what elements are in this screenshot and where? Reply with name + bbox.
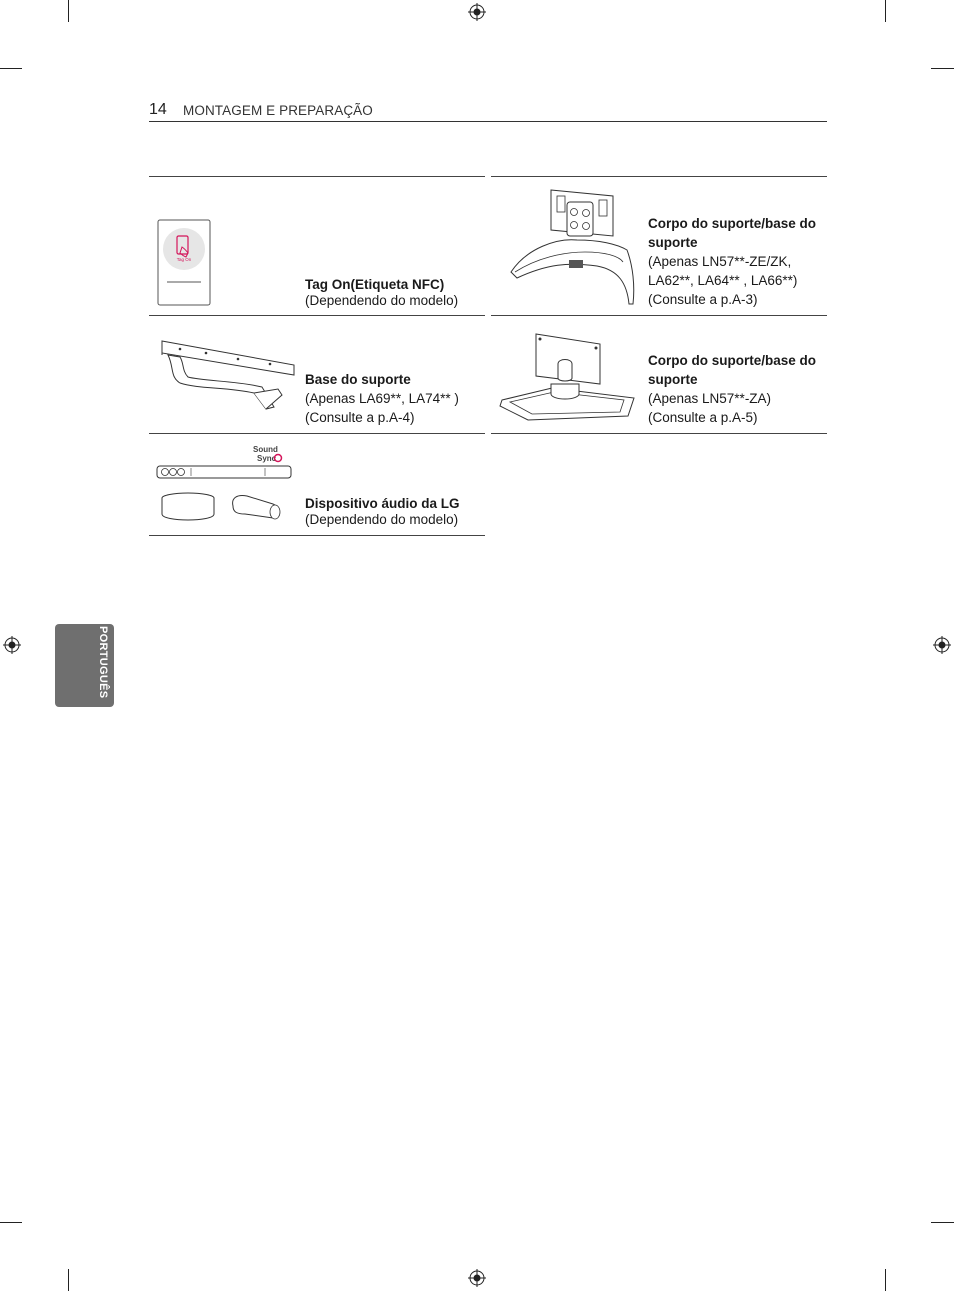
item-caption bbox=[305, 494, 460, 529]
row-divider bbox=[491, 433, 827, 434]
stand-base-illustration bbox=[158, 337, 298, 413]
sound-sync-logo-line1: Sound bbox=[253, 445, 278, 454]
item-caption bbox=[305, 275, 458, 310]
stand-body-illustration bbox=[507, 186, 639, 308]
item-title: Corpo do suporte/base do suporte bbox=[648, 353, 817, 387]
header-rule bbox=[149, 121, 827, 122]
crop-mark bbox=[885, 0, 886, 22]
registration-mark-icon bbox=[3, 636, 21, 654]
row-divider bbox=[149, 433, 485, 434]
crop-mark bbox=[931, 1222, 954, 1223]
item-caption bbox=[305, 370, 459, 427]
sound-sync-logo-line2: Sync bbox=[257, 454, 277, 463]
row-divider bbox=[491, 315, 827, 316]
crop-mark bbox=[68, 0, 69, 22]
item-line: (Apenas LN57**-ZE/ZK, bbox=[648, 254, 792, 269]
item-line: (Dependendo do modelo) bbox=[305, 512, 459, 527]
crop-mark bbox=[68, 1269, 69, 1291]
item-line: (Dependendo do modelo) bbox=[305, 293, 459, 308]
registration-mark-icon bbox=[933, 636, 951, 654]
item-caption bbox=[648, 351, 823, 427]
item-title: Dispositivo áudio da LG bbox=[305, 496, 460, 511]
item-line: (Consulte a p.A-4) bbox=[305, 410, 415, 425]
item-title: Corpo do suporte/base do suporte bbox=[648, 216, 817, 250]
item-line: LA62**, LA64** , LA66**) bbox=[648, 273, 798, 288]
row-divider bbox=[149, 315, 485, 316]
nfc-tag-illustration bbox=[157, 219, 212, 307]
item-title: Base do suporte bbox=[305, 372, 411, 387]
page-number: 14 bbox=[149, 101, 167, 118]
crop-mark bbox=[885, 1269, 886, 1291]
row-divider bbox=[149, 176, 485, 177]
item-line: (Apenas LA69**, LA74** ) bbox=[305, 391, 459, 406]
tag-on-image-text: Tag On bbox=[176, 257, 192, 262]
item-title: Tag On(Etiqueta NFC) bbox=[305, 277, 445, 292]
stand-body-za-illustration bbox=[498, 330, 638, 422]
lg-audio-device-illustration bbox=[155, 442, 295, 526]
row-divider bbox=[149, 535, 485, 536]
section-title: MONTAGEM E PREPARAÇÃO bbox=[183, 103, 373, 118]
crop-mark bbox=[0, 68, 22, 69]
registration-mark-icon bbox=[468, 1269, 486, 1287]
item-line: (Consulte a p.A-3) bbox=[648, 292, 758, 307]
item-line: (Consulte a p.A-5) bbox=[648, 410, 758, 425]
item-caption bbox=[648, 214, 823, 309]
row-divider bbox=[491, 176, 827, 177]
registration-mark-icon bbox=[468, 3, 486, 21]
crop-mark bbox=[0, 1222, 22, 1223]
crop-mark bbox=[931, 68, 954, 69]
item-line: (Apenas LN57**-ZA) bbox=[648, 391, 772, 406]
language-tab-label: PORTUGUÊS bbox=[97, 626, 109, 699]
